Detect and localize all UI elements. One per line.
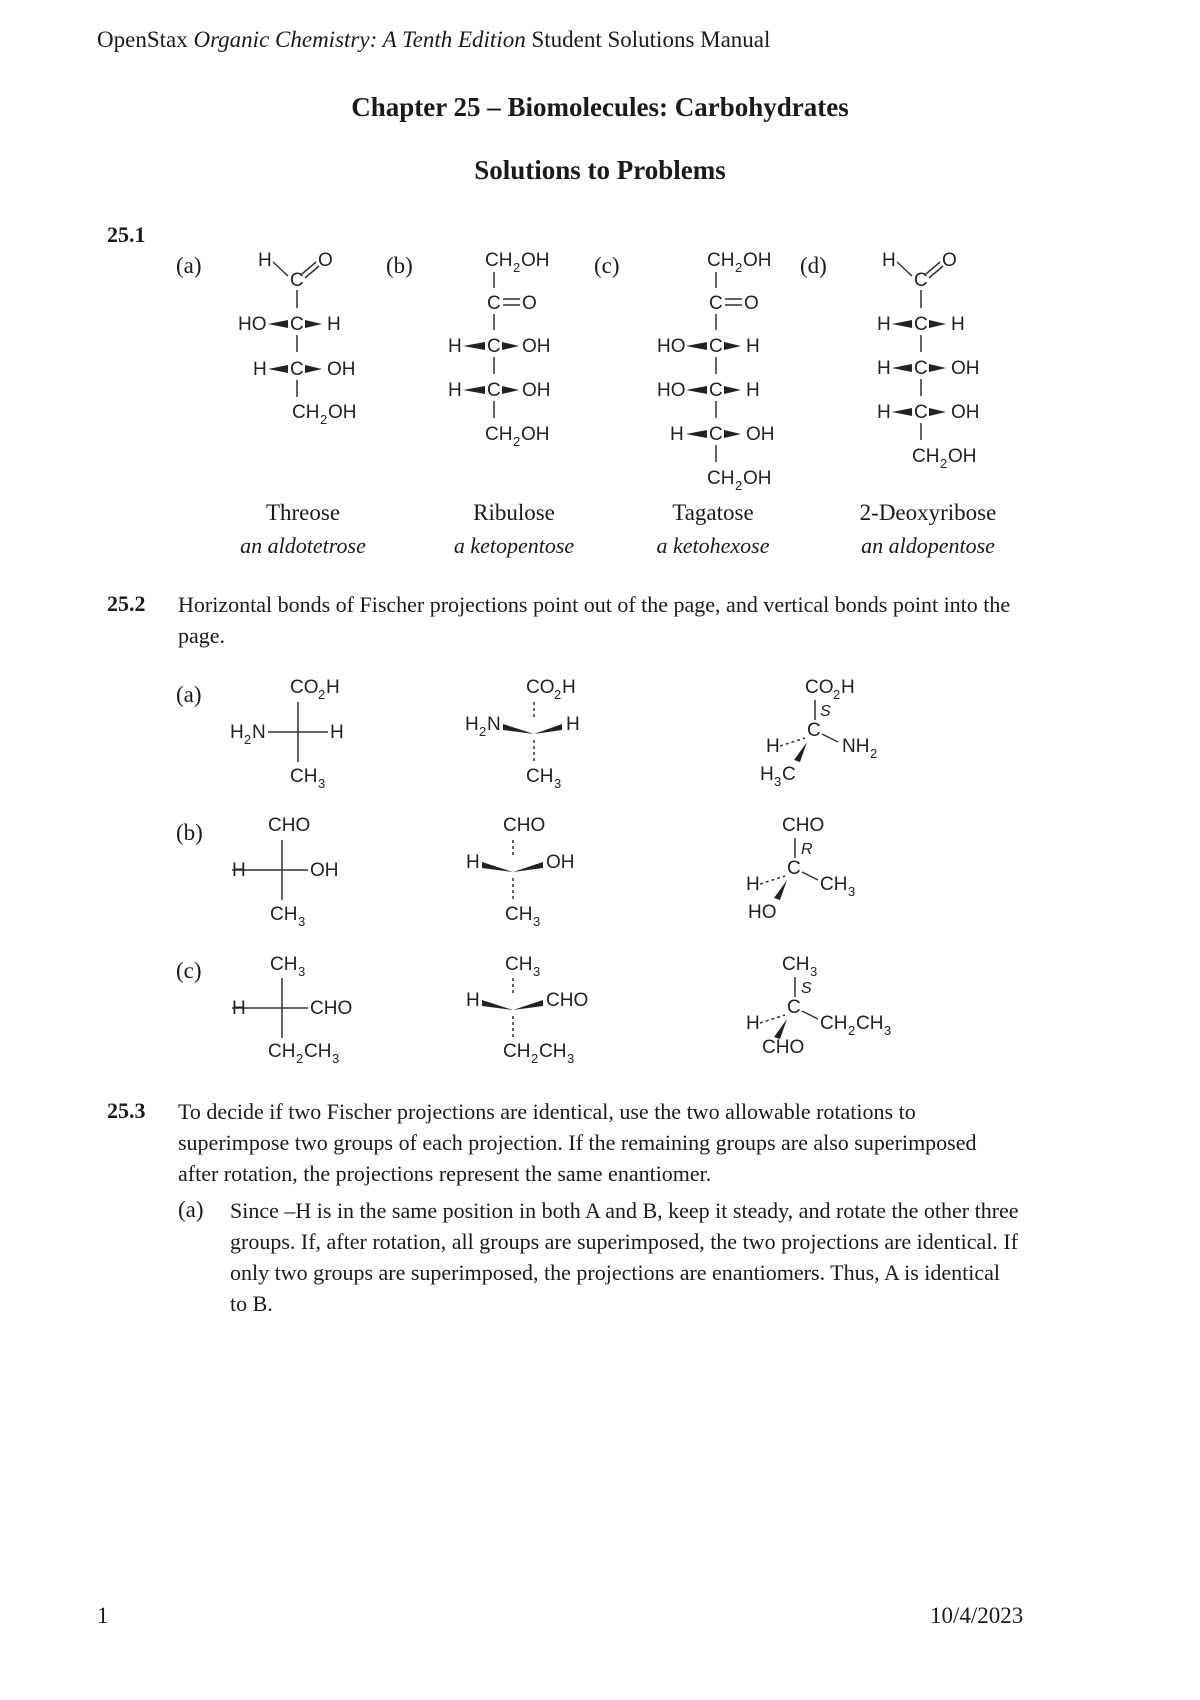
svg-text:CH: CH <box>856 1013 884 1034</box>
svg-text:2: 2 <box>513 434 521 449</box>
svg-text:2: 2 <box>735 478 743 493</box>
wedge-a <box>465 677 580 791</box>
svg-text:C: C <box>914 270 928 291</box>
svg-text:H: H <box>232 860 246 881</box>
header-book-title: Organic Chemistry: A Tenth Edition <box>193 27 526 52</box>
svg-text:OH: OH <box>948 446 977 467</box>
svg-text:NH: NH <box>842 736 870 757</box>
structures-25-2 <box>0 660 1200 1080</box>
svg-text:2: 2 <box>318 687 326 702</box>
svg-text:C: C <box>914 358 928 379</box>
svg-text:H: H <box>448 336 462 357</box>
structures-25-1 <box>0 0 1200 560</box>
svg-text:3: 3 <box>848 884 856 899</box>
svg-text:CH: CH <box>820 874 848 895</box>
3d-a <box>760 677 877 789</box>
problem-number-25-2: 25.2 <box>107 591 146 616</box>
svg-text:H: H <box>841 677 855 698</box>
sugar-name: Tagatose <box>672 500 754 525</box>
problem-number-25-3: 25.3 <box>107 1098 146 1123</box>
ribulose-structure <box>448 250 551 449</box>
sugar-type: an aldopentose <box>861 533 995 558</box>
svg-text:CH: CH <box>707 468 735 489</box>
svg-text:2: 2 <box>479 724 487 739</box>
3d-c <box>746 954 891 1058</box>
svg-text:C: C <box>290 359 304 380</box>
svg-text:C: C <box>807 720 821 741</box>
chapter-title: Chapter 25 – Biomolecules: Carbohydrates <box>351 92 849 122</box>
svg-text:CH: CH <box>304 1041 332 1062</box>
svg-text:OH: OH <box>310 860 339 881</box>
svg-text:2: 2 <box>296 1051 304 1066</box>
svg-text:OH: OH <box>327 359 356 380</box>
svg-text:N: N <box>487 714 501 735</box>
svg-text:2: 2 <box>244 732 252 747</box>
section-title: Solutions to Problems <box>474 155 726 185</box>
svg-text:OH: OH <box>746 424 775 445</box>
sugar-name: Threose <box>265 500 341 525</box>
svg-text:H: H <box>951 314 965 335</box>
svg-text:CH: CH <box>290 766 318 787</box>
fischer-b <box>232 815 339 929</box>
svg-text:CHO: CHO <box>310 998 353 1019</box>
svg-text:CHO: CHO <box>546 990 589 1011</box>
tagatose-structure <box>657 250 775 493</box>
svg-text:C: C <box>709 293 723 314</box>
svg-text:3: 3 <box>533 914 541 929</box>
svg-text:H: H <box>746 874 760 895</box>
svg-text:H: H <box>448 380 462 401</box>
svg-text:3: 3 <box>533 964 541 979</box>
svg-text:CH: CH <box>485 250 513 271</box>
svg-text:C: C <box>787 997 801 1018</box>
svg-text:C: C <box>487 336 501 357</box>
svg-text:H: H <box>882 250 896 271</box>
svg-text:3: 3 <box>318 776 326 791</box>
svg-text:OH: OH <box>521 424 550 445</box>
svg-text:OH: OH <box>951 358 980 379</box>
svg-text:CH: CH <box>270 904 298 925</box>
problem-number-25-1: 25.1 <box>107 222 146 247</box>
sugar-type: an aldotetrose <box>240 533 366 558</box>
problem-25-3a-text: Since –H is in the same position in both A and B, keep it steady, and rotate the other three groups. If, after rotation, all groups are superimposed, the two projections are identical. If only two groups are superimposed, the projections are enantiomers. Thus, A is identical to B. <box>230 1198 1019 1316</box>
svg-text:2: 2 <box>320 412 328 427</box>
svg-text:H: H <box>258 250 272 271</box>
svg-text:HO: HO <box>657 380 686 401</box>
part-label: (b) <box>176 820 203 845</box>
header-suffix: Student Solutions Manual <box>525 27 771 52</box>
svg-text:3: 3 <box>298 914 306 929</box>
svg-text:H: H <box>253 359 267 380</box>
svg-text:OH: OH <box>522 380 551 401</box>
svg-text:H: H <box>327 314 341 335</box>
part-label: (a) <box>176 682 202 707</box>
svg-text:HO: HO <box>748 902 777 923</box>
svg-text:CH: CH <box>270 954 298 975</box>
svg-text:2: 2 <box>833 687 841 702</box>
svg-text:CH: CH <box>820 1013 848 1034</box>
svg-text:OH: OH <box>546 852 575 873</box>
svg-text:CO: CO <box>805 677 834 698</box>
sugar-type: a ketopentose <box>453 533 575 558</box>
svg-text:O: O <box>522 293 537 314</box>
svg-text:CH: CH <box>505 954 533 975</box>
sugar-type: a ketohexose <box>656 533 770 558</box>
svg-text:S: S <box>820 703 831 720</box>
svg-text:H: H <box>465 714 479 735</box>
3d-b <box>746 815 855 923</box>
svg-text:C: C <box>487 380 501 401</box>
svg-text:3: 3 <box>554 776 562 791</box>
part-label: (a) <box>178 1197 204 1222</box>
svg-text:CH: CH <box>782 954 810 975</box>
part-label: (d) <box>800 253 827 278</box>
svg-text:R: R <box>801 841 813 858</box>
svg-text:H: H <box>326 677 340 698</box>
sugar-name: Ribulose <box>473 500 555 525</box>
svg-text:HO: HO <box>238 314 267 335</box>
svg-text:2: 2 <box>940 456 948 471</box>
svg-text:O: O <box>942 250 957 271</box>
svg-text:CHO: CHO <box>782 815 825 836</box>
svg-text:CH: CH <box>503 1041 531 1062</box>
svg-text:H: H <box>877 314 891 335</box>
svg-text:CO: CO <box>526 677 555 698</box>
svg-text:3: 3 <box>884 1023 892 1038</box>
svg-text:H: H <box>746 380 760 401</box>
svg-text:N: N <box>252 722 266 743</box>
svg-text:C: C <box>914 402 928 423</box>
svg-text:CH: CH <box>707 250 735 271</box>
svg-text:OH: OH <box>328 402 357 423</box>
svg-text:H: H <box>877 358 891 379</box>
svg-text:HO: HO <box>657 336 686 357</box>
problem-25-3-text: To decide if two Fischer projections are identical, use the two allowable rotations to superimpose two groups of each projection. If the remaining groups are also superimposed after rotation, the projections represent the same enantiomer. <box>178 1099 977 1186</box>
part-label: (a) <box>176 253 202 278</box>
svg-text:H: H <box>670 424 684 445</box>
svg-text:H: H <box>766 736 780 757</box>
svg-text:3: 3 <box>332 1051 340 1066</box>
svg-text:2: 2 <box>513 260 521 275</box>
svg-text:C: C <box>487 293 501 314</box>
svg-text:3: 3 <box>567 1051 575 1066</box>
part-label: (c) <box>176 958 202 983</box>
svg-text:CH: CH <box>526 766 554 787</box>
part-label: (b) <box>386 253 413 278</box>
svg-text:2: 2 <box>735 260 743 275</box>
svg-text:H: H <box>330 722 344 743</box>
svg-text:CHO: CHO <box>503 815 546 836</box>
fischer-a <box>230 677 344 791</box>
svg-text:CH: CH <box>539 1041 567 1062</box>
svg-text:C: C <box>290 270 304 291</box>
svg-text:CH: CH <box>485 424 513 445</box>
svg-text:OH: OH <box>951 402 980 423</box>
header-prefix: OpenStax <box>97 27 194 52</box>
svg-text:O: O <box>744 293 759 314</box>
svg-text:C: C <box>782 764 796 785</box>
svg-text:CHO: CHO <box>268 815 311 836</box>
problem-25-2-text: Horizontal bonds of Fischer projections point out of the page, and vertical bonds point into the page. <box>178 592 1011 648</box>
svg-text:H: H <box>877 402 891 423</box>
deoxyribose-structure <box>877 250 980 471</box>
svg-text:2: 2 <box>554 687 562 702</box>
sugar-name: 2-Deoxyribose <box>859 500 997 525</box>
page-number: 1 <box>97 1603 109 1628</box>
svg-text:OH: OH <box>522 336 551 357</box>
svg-text:H: H <box>466 852 480 873</box>
wedge-c <box>466 954 588 1066</box>
svg-text:2: 2 <box>848 1023 856 1038</box>
svg-text:3: 3 <box>298 964 306 979</box>
threose-structure <box>238 250 357 427</box>
svg-text:C: C <box>290 314 304 335</box>
wedge-b <box>466 815 575 929</box>
svg-text:C: C <box>709 336 723 357</box>
part-label: (c) <box>594 253 620 278</box>
svg-text:CH: CH <box>292 402 320 423</box>
svg-text:CH: CH <box>505 904 533 925</box>
footer-date: 10/4/2023 <box>930 1603 1024 1628</box>
svg-text:CH: CH <box>268 1041 296 1062</box>
svg-text:2: 2 <box>531 1051 539 1066</box>
fischer-c <box>232 954 352 1066</box>
svg-text:CH: CH <box>912 446 940 467</box>
svg-text:3: 3 <box>810 964 818 979</box>
svg-text:OH: OH <box>743 250 772 271</box>
svg-text:H: H <box>746 336 760 357</box>
svg-text:OH: OH <box>521 250 550 271</box>
svg-text:C: C <box>787 858 801 879</box>
svg-text:H: H <box>760 764 774 785</box>
svg-text:C: C <box>709 380 723 401</box>
svg-text:H: H <box>230 722 244 743</box>
svg-text:CHO: CHO <box>762 1037 805 1058</box>
svg-text:OH: OH <box>743 468 772 489</box>
svg-text:H: H <box>566 714 580 735</box>
svg-text:H: H <box>232 998 246 1019</box>
svg-text:C: C <box>709 424 723 445</box>
svg-text:S: S <box>801 980 812 997</box>
svg-text:CO: CO <box>290 677 319 698</box>
svg-text:H: H <box>746 1013 760 1034</box>
svg-text:O: O <box>318 250 333 271</box>
svg-text:2: 2 <box>870 746 878 761</box>
svg-text:C: C <box>914 314 928 335</box>
svg-text:H: H <box>562 677 576 698</box>
svg-text:3: 3 <box>774 774 782 789</box>
svg-text:H: H <box>466 990 480 1011</box>
